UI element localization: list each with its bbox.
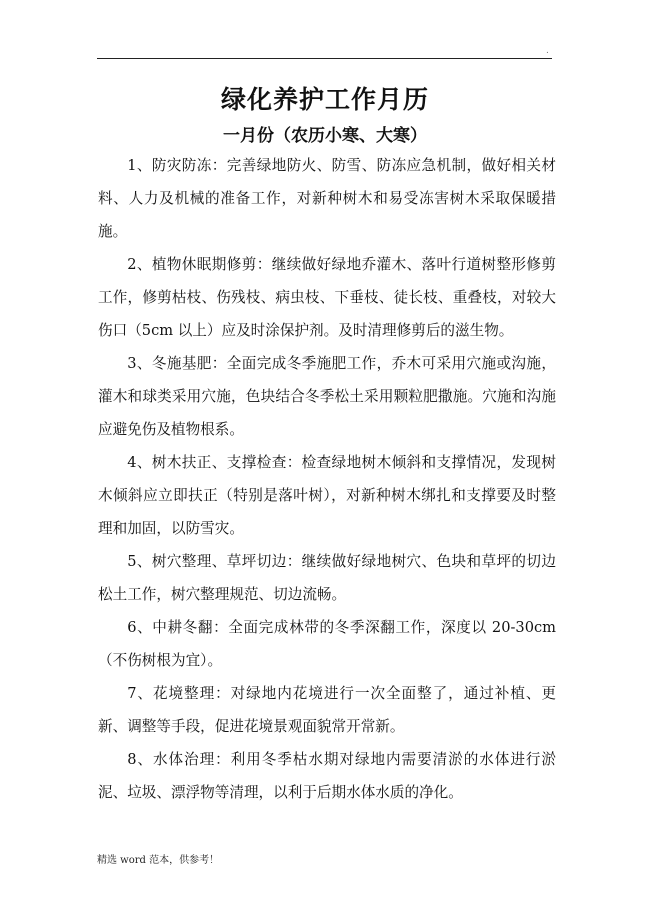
header-mark: . (546, 46, 549, 56)
paragraph-dormant-pruning: 2、植物休眠期修剪：继续做好绿地乔灌木、落叶行道树整形修剪工作，修剪枯枝、伤残枝、病虫枝、下垂枝、徒长枝、重叠枝，对较大伤口（5cm 以上）应及时涂保护剂。及时清理修剪后的滋生物。 (98, 256, 556, 339)
footer-note: 精选 word 范本，供参考！ (97, 855, 220, 866)
page-subtitle: 一月份（农历小寒、大寒） (223, 126, 427, 146)
paragraph-tillage: 6、中耕冬翻：全面完成林带的冬季深翻工作，深度以 20-30cm（不伤树根为宜）。 (98, 619, 556, 669)
page-title: 绿化养护工作月历 (220, 85, 429, 114)
paragraph-disaster-prevention: 1、防灾防冻：完善绿地防火、防雪、防冻应急机制，做好相关材料、人力及机械的准备工作，对新种树木和易受冻害树木采取保暖措施。 (98, 157, 556, 240)
paragraph-winter-fertilizer: 3、冬施基肥：全面完成冬季施肥工作，乔木可采用穴施或沟施，灌木和球类采用穴施，色块结合冬季松土采用颗粒肥撒施。穴施和沟施应避免伤及植物根系。 (98, 355, 556, 438)
header-rule (97, 58, 552, 59)
paragraph-tree-support: 4、树木扶正、支撑检查：检查绿地树木倾斜和支撑情况，发现树木倾斜应立即扶正（特别是落叶树），对新种树木绑扎和支撑要及时整理和加固，以防雪灾。 (98, 454, 556, 537)
paragraph-tree-pit-lawn-edge: 5、树穴整理、草坪切边：继续做好绿地树穴、色块和草坪的切边松土工作，树穴整理规范、切边流畅。 (98, 553, 556, 603)
paragraph-water-management: 8、水体治理：利用冬季枯水期对绿地内需要清淤的水体进行淤泥、垃圾、漂浮物等清理，以利于后期水体水质的净化。 (98, 751, 556, 801)
paragraph-flower-border: 7、花境整理：对绿地内花境进行一次全面整了，通过补植、更新、调整等手段，促进花境景观面貌常开常新。 (98, 685, 556, 735)
document-body (98, 149, 556, 809)
